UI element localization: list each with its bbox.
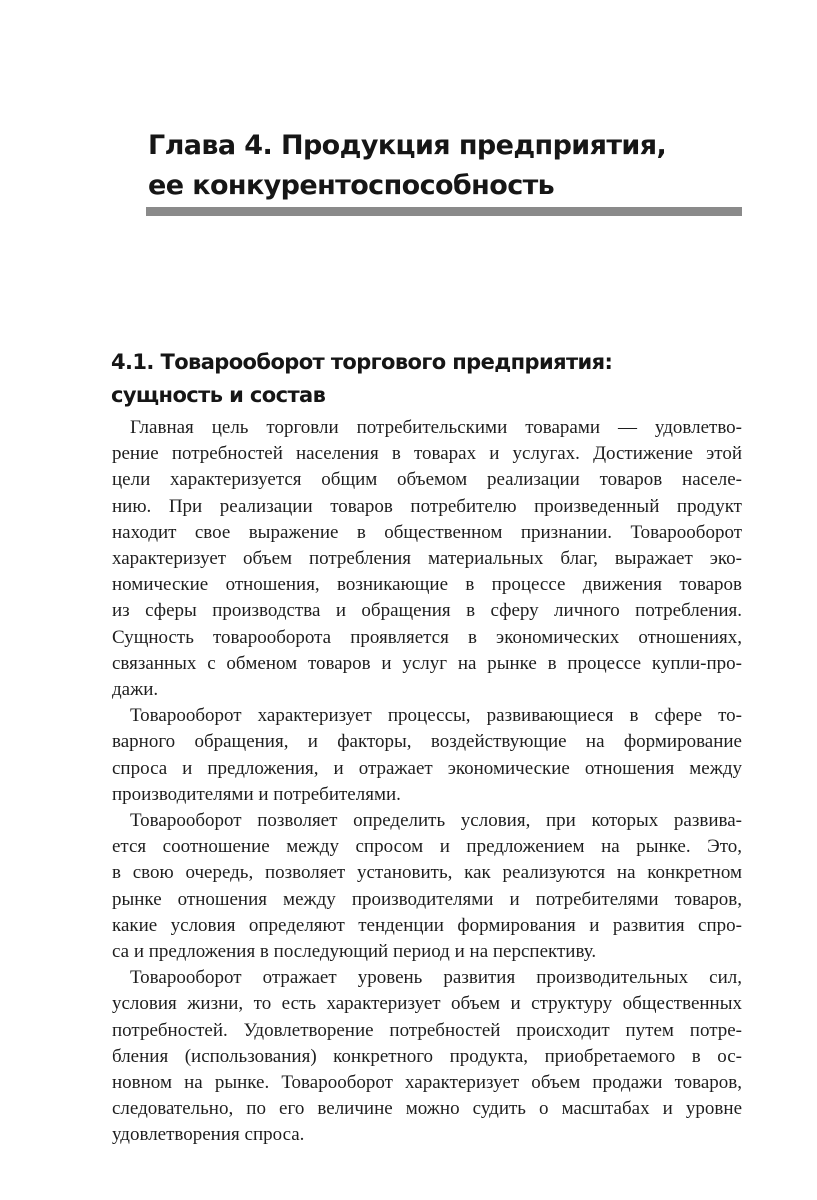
paragraph	[112, 703, 742, 808]
text-line: рынке отношения между производителями и потребителями товаров,	[112, 888, 742, 910]
section-title-line: 4.1. Товарооборот торгового предприятия:	[111, 350, 613, 374]
text-line: потребностей. Удовлетворение потребностей происходит путем потре-	[112, 1019, 742, 1041]
section-title-line: сущность и состав	[111, 383, 326, 407]
text-line: находит свое выражение в общественном признании. Товарооборот	[112, 521, 742, 543]
text-line: рение потребностей населения в товарах и услугах. Достижение этой	[112, 443, 742, 465]
text-line: Сущность товарооборота проявляется в экономических отношениях,	[112, 626, 742, 648]
text-line: следовательно, по его величине можно судить о масштабах и уровне	[112, 1098, 742, 1120]
text-line: производителями и потребителями.	[112, 783, 401, 805]
chapter-divider	[146, 207, 742, 216]
text-line: Товарооборот характеризует процессы, развивающиеся в сфере то-	[130, 705, 742, 727]
text-line: какие условия определяют тенденции формирования и развития спро-	[112, 914, 742, 936]
text-line: Главная цель торговли потребительскими товарами — удовлетво-	[130, 417, 742, 438]
text-line: из сферы производства и обращения в сферу личного потребления.	[112, 600, 742, 622]
text-line: удовлетворения спроса.	[112, 1124, 305, 1146]
text-line: цели характеризуется общим объемом реализации товаров населе-	[112, 469, 742, 491]
text-line: спроса и предложения, и отражает экономические отношения между	[112, 757, 742, 779]
text-line: бления (использования) конкретного продукта, приобретаемого в ос-	[112, 1045, 742, 1067]
text-line: Товарооборот позволяет определить условия, при которых развива-	[130, 810, 742, 832]
text-line: нию. При реализации товаров потребителю произведенный продукт	[112, 495, 742, 517]
text-line: условия жизни, то есть характеризует объем и структуру общественных	[112, 993, 742, 1015]
section-title	[111, 346, 751, 412]
text-line: ется соотношение между спросом и предложением на рынке. Это,	[112, 836, 742, 858]
text-line: связанных с обменом товаров и услуг на рынке в процессе купли-про-	[112, 652, 742, 674]
paragraph	[112, 808, 742, 965]
paragraph	[112, 415, 742, 703]
text-line: дажи.	[112, 679, 159, 701]
text-line: Товарооборот отражает уровень развития производительных сил,	[130, 967, 742, 989]
chapter-title-line: ее конкурентоспособность	[148, 170, 555, 201]
body-text	[112, 415, 742, 1149]
text-line: новном на рынке. Товарооборот характеризует объем продажи товаров,	[112, 1072, 742, 1094]
chapter-title-line: Глава 4. Продукция предприятия,	[148, 130, 667, 161]
text-line: са и предложения в последующий период и на перспективу.	[112, 941, 597, 963]
text-line: характеризует объем потребления материальных благ, выражает эко-	[112, 548, 742, 570]
text-line: в свою очередь, позволяет установить, как реализуются на конкретном	[112, 862, 742, 884]
text-line: варного обращения, и факторы, воздействующие на формирование	[112, 731, 742, 753]
text-line: номические отношения, возникающие в процессе движения товаров	[112, 574, 742, 596]
chapter-title	[148, 126, 748, 206]
paragraph	[112, 965, 742, 1148]
